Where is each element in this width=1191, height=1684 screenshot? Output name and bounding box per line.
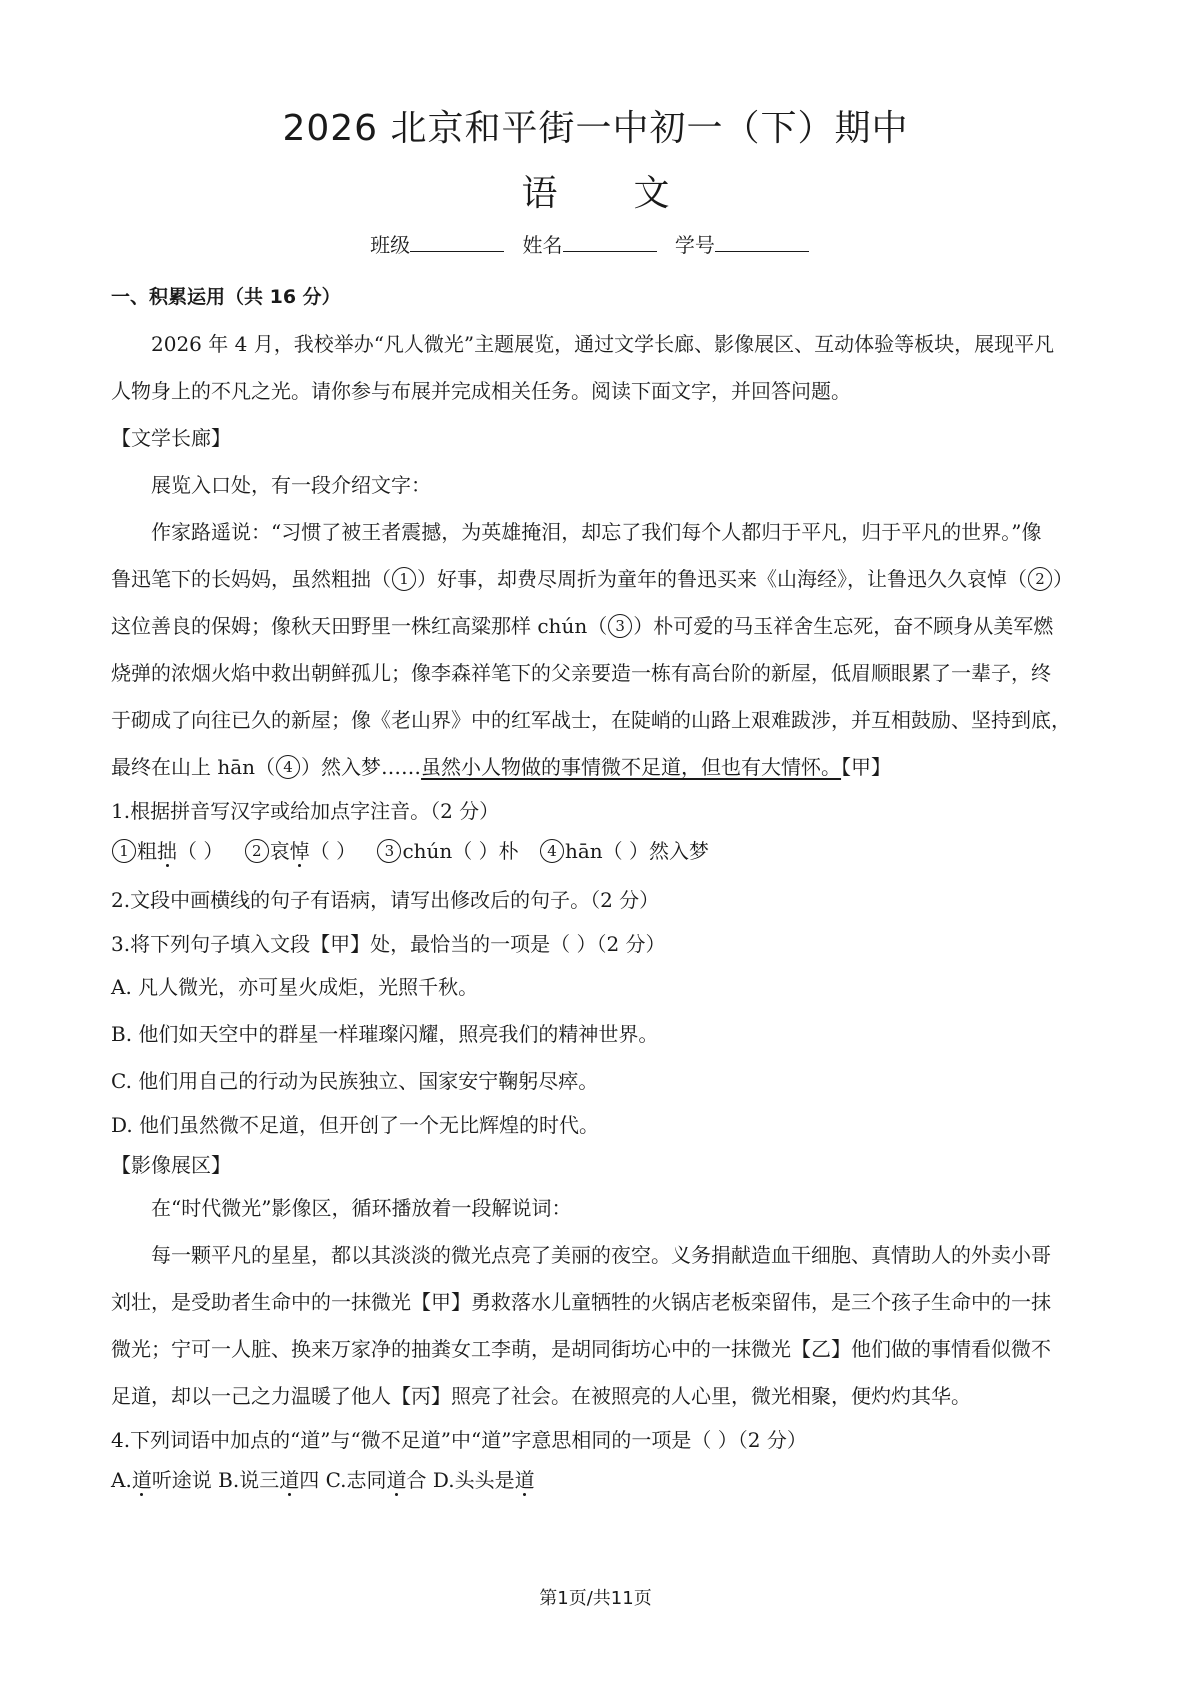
id-blank (715, 233, 809, 252)
question-4: 4.下列词语中加点的“道”与“微不足道”中“道”字意思相同的一项是（ ）（2 分） (111, 1428, 807, 1452)
dotted-char: 悼 (290, 831, 310, 871)
question-3-option-a: A. 凡人微光，亦可星火成炬，光照千秋。 (111, 975, 479, 999)
question-3: 3.将下列句子填入文段【甲】处，最恰当的一项是（ ）（2 分） (111, 932, 666, 956)
circled-number-1: 1 (112, 839, 136, 863)
question-4-options: A.道听途说 B.说三道四 C.志同道合 D.头头是道 (111, 1460, 1091, 1500)
circled-number-1: 1 (392, 567, 416, 591)
circled-number-4: 4 (540, 839, 564, 863)
dotted-char: 道 (132, 1460, 152, 1500)
section-heading: 一、积累运用（共 16 分） (111, 286, 341, 308)
passage1-line-6: 最终在山上 hān（ 4 ）然入梦……虽然小人物做的事情微不足道，但也有大情怀。【甲】 (111, 755, 892, 779)
passage1-line-5: 于砌成了向往已久的新屋；像《老山界》中的红军战士，在陡峭的山路上艰难跋涉，并互相鼓励、坚持到底， (111, 708, 1071, 732)
subject-char-2: 文 (633, 173, 670, 214)
name-label: 姓名 (522, 233, 563, 257)
dotted-char: 道 (515, 1460, 535, 1500)
question-2: 2.文段中画横线的句子有语病，请写出修改后的句子。（2 分） (111, 888, 660, 912)
question-3-option-b: B. 他们如天空中的群星一样璀璨闪耀，照亮我们的精神世界。 (111, 1022, 659, 1046)
passage2-line-2: 刘壮，是受助者生命中的一抹微光【甲】勇救落水儿童牺牲的火锅店老板栾留伟，是三个孩子生命中的一抹 (111, 1290, 1051, 1314)
dotted-char: 道 (279, 1460, 299, 1500)
subject-title (0, 165, 1191, 216)
passage2-line-1: 每一颗平凡的星星，都以其淡淡的微光点亮了美丽的夜空。义务捐献造血干细胞、真情助人的外卖小哥 (151, 1243, 1051, 1267)
circled-number-2: 2 (1028, 567, 1052, 591)
passage1-line-3: 这位善良的保姆；像秋天田野里一株红高粱那样 chún（ 3 ）朴可爱的马玉祥舍生忘死，奋不顾身从美军燃 (111, 614, 1054, 638)
corridor-intro: 展览入口处，有一段介绍文字： (151, 473, 431, 497)
passage2-line-4: 足道，却以一己之力温暖了他人【丙】照亮了社会。在被照亮的人心里，微光相聚，便灼灼其华。 (111, 1384, 971, 1408)
image-intro: 在“时代微光”影像区，循环播放着一段解说词： (151, 1196, 572, 1220)
dotted-char: 道 (387, 1460, 407, 1500)
passage2-line-3: 微光；宁可一人脏、换来万家净的抽粪女工李萌，是胡同街坊心中的一抹微光【乙】他们做的事情看似微不 (111, 1337, 1051, 1361)
image-section-label: 【影像展区】 (111, 1153, 231, 1177)
dotted-char: 拙 (157, 831, 177, 871)
name-blank (563, 233, 657, 252)
exam-title: 2026 北京和平街一中初一（下）期中 (282, 108, 909, 149)
class-label: 班级 (370, 233, 411, 257)
page-number: 第1页/共11页 (539, 1588, 652, 1609)
intro-line-2: 人物身上的不凡之光。请你参与布展并完成相关任务。阅读下面文字，并回答问题。 (111, 379, 851, 403)
question-1: 1.根据拼音写汉字或给加点字注音。（2 分） (111, 799, 500, 823)
subject-char-1: 语 (521, 173, 558, 214)
intro-line-1: 2026 年 4 月，我校举办“凡人微光”主题展览，通过文学长廊、影像展区、互动体验等板块，展现平凡 (151, 332, 1055, 356)
question-3-option-c: C. 他们用自己的行动为民族独立、国家安宁鞠躬尽瘁。 (111, 1069, 599, 1093)
passage1-line-1: 作家路遥说：“习惯了被王者震撼，为英雄掩泪，却忘了我们每个人都归于平凡，归于平凡的世界。”像 (151, 520, 1042, 544)
circled-number-3: 3 (377, 839, 401, 863)
exam-body (111, 274, 1091, 1500)
class-blank (410, 233, 504, 252)
passage1-line-2: 鲁迅笔下的长妈妈，虽然粗拙（ 1 ）好事，却费尽周折为童年的鲁迅买来《山海经》，让鲁迅久久哀悼（ 2 ） (111, 567, 1073, 591)
circled-number-3: 3 (608, 614, 632, 638)
corridor-label: 【文学长廊】 (111, 426, 231, 450)
circled-number-4: 4 (276, 755, 300, 779)
question-1-items: 1 粗拙（ ） 2 哀悼（ ） 3 chún（ ）朴 4 hān（ ）然入梦 (111, 831, 1091, 871)
passage1-line-4: 烧弹的浓烟火焰中救出朝鲜孤儿；像李森祥笔下的父亲要造一栋有高台阶的新屋，低眉顺眼累了一辈子，终 (111, 661, 1051, 685)
id-label: 学号 (674, 233, 715, 257)
question-3-option-d: D. 他们虽然微不足道，但开创了一个无比辉煌的时代。 (111, 1113, 600, 1137)
circled-number-2: 2 (245, 839, 269, 863)
student-info-row (0, 229, 1191, 258)
underlined-sentence: 虽然小人物做的事情微不足道，但也有大情怀。 (421, 755, 842, 779)
